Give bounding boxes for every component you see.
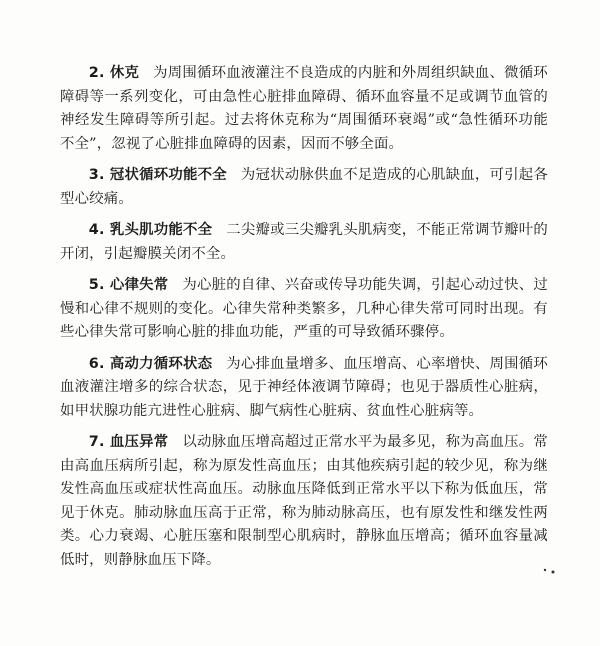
paragraph-heading: 7. 血压异常 (88, 434, 169, 450)
paragraph-body: 以动脉血压增高超过正常水平为最多见，称为高血压。常由高血压病所引起，称为原发性高血压；由其他疾病引起的较少见，称为继发性高血压或症状性高血压。动脉血压降低到正常水平以下称为低血压，常见于休克。肺动脉血压高于正常，称为肺动脉高压，也有原发性和继发性两类。心力衰竭、心脏压塞和限制型心肌病时，静脉血压增高；循环血容量减低时，则静脉血压下降。 (60, 434, 548, 568)
paragraph-heading: 4. 乳头肌功能不全 (88, 222, 213, 238)
paragraph-arrhythmia (60, 274, 548, 345)
scan-speck-icon (543, 566, 557, 576)
paragraph-heading: 2. 休克 (88, 65, 140, 81)
paragraph-heading: 6. 高动力循环状态 (88, 355, 213, 372)
paragraph-heading: 5. 心律失常 (88, 277, 169, 293)
text-body (60, 62, 548, 580)
paragraph-body: 为冠状动脉供血不足造成的心肌缺血，可引起各型心绞痛。 (60, 167, 548, 207)
paragraph-body: 为心排血量增多、血压增高、心率增快、周围循环血液灌注增多的综合状态，见于神经体液调节障碍；也见于器质性心脏病，如甲状腺功能亢进性心脏病、脚气病性心脏病、贫血性心脏病等。 (60, 355, 548, 419)
paragraph-blood-pressure (60, 431, 548, 572)
paragraph-body: 为心脏的自律、兴奋或传导功能失调，引起心动过快、过慢和心律不规则的变化。心律失常种类繁多，几种心律失常可同时出现。有些心律失常可影响心脏的排血功能，严重的可导致循环骤停。 (60, 277, 548, 340)
paragraph-body: 二尖瓣或三尖瓣乳头肌病变，不能正常调节瓣叶的开闭，引起瓣膜关闭不全。 (60, 222, 548, 262)
paragraph-body: 为周围循环血液灌注不良造成的内脏和外周组织缺血、微循环障碍等一系列变化，可由急性心脏排血障碍、循环血容量不足或调节血管的神经发生障碍等所引起。过去将休克称为“周围循环衰竭”或“急性循环功能不全”，忽视了心脏排血障碍的因素，因而不够全面。 (60, 65, 548, 152)
paragraph-shock (60, 62, 548, 156)
paragraph-hyperdynamic (60, 353, 548, 424)
scan-speck (543, 566, 557, 579)
paragraph-papillary-muscle (60, 219, 548, 266)
paragraph-heading: 3. 冠状循环功能不全 (88, 167, 227, 183)
paragraph-coronary-insufficiency (60, 164, 548, 211)
